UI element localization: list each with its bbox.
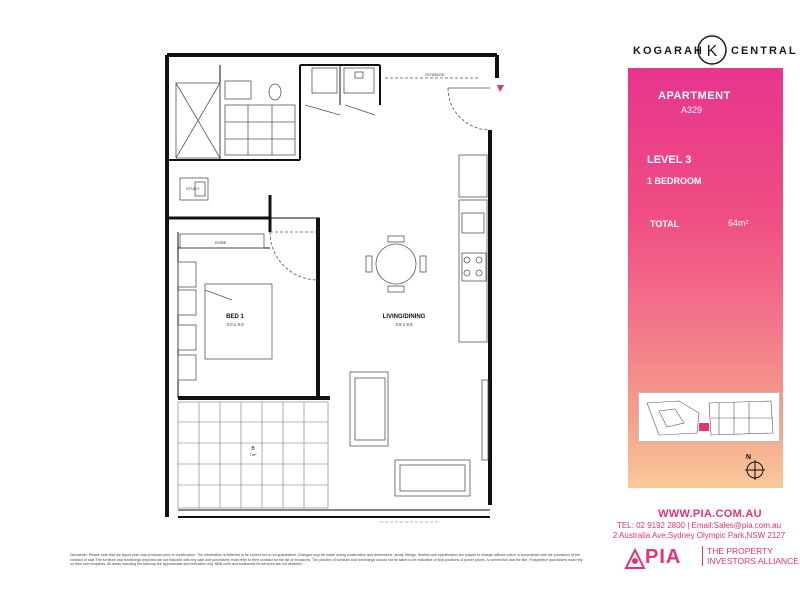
kogarah-logo-icon [696, 34, 728, 66]
north-label: N [746, 454, 752, 461]
brand-left: KOGARAH [633, 45, 704, 57]
building-keyplan [638, 392, 780, 442]
balcony-label: B [251, 446, 255, 452]
north-arrow-icon [742, 452, 766, 482]
kitchen [459, 155, 487, 342]
website-link[interactable]: WWW.PIA.COM.AU [658, 508, 762, 520]
address-line: 2 Australia Ave,Sydney Olympic Park,NSW 2127 [612, 531, 786, 540]
robe-label: ROBE [215, 240, 227, 245]
dining-set [366, 236, 426, 292]
pia-tagline [702, 546, 799, 566]
apartment-number: A329 [681, 105, 703, 115]
entry [385, 78, 490, 130]
tv-unit [395, 380, 488, 496]
bathroom [176, 81, 295, 158]
brand-right: CENTRAL [731, 45, 798, 57]
bed1-size: 3.0 x 3.0 [226, 322, 244, 327]
level-label: LEVEL 3 [647, 154, 692, 166]
pia-wordmark: PIA [645, 546, 682, 568]
bed-door [270, 232, 318, 280]
contact-line: TEL: 02 9192 2800 | Email:Sales@pia.com.au [616, 521, 782, 530]
bed1-label: BED 1 [226, 314, 244, 320]
apartment-title: APARTMENT [658, 90, 731, 102]
bed [178, 262, 272, 380]
total-area: 64m² [728, 218, 749, 228]
bedroom-count: 1 BEDROOM [647, 176, 702, 186]
sofa [350, 372, 388, 446]
total-label: TOTAL [650, 219, 680, 229]
storage-label: STORAGE [425, 72, 445, 77]
balcony-size: 7m² [249, 452, 257, 457]
pia-tagline-2: INVESTORS ALLIANCE [707, 556, 799, 566]
walls [167, 55, 497, 517]
living-size: 3.6 x 8.6 [395, 322, 413, 327]
entry-marker [497, 85, 504, 92]
logo-letter: K [706, 43, 718, 60]
living-label: LIVING/DINING [382, 314, 426, 320]
disclaimer-text: Disclaimer: Please note that the layout plan was produced prior to construction. The information is believed to be correct but is not guaranteed. Changes may be made during construction and dimensions, areas, fittings, finishes and specification are subject to change without notice in accordance with the provisions of the contract of sale.The furniture and furnishings depicted are not included with any sale and purchasers must refer to their contract for the list of inclusions. The position of furniture and furnishings should not be taken to be indicative of final positions of power points, tv connection and the like. Prospective purchasers must rely on their own enquiries. All areas including the balcony are approximate and indicative only. NBN units and bulkheads for services are not depicted. [70, 553, 583, 567]
pia-tagline-1: THE PROPERTY [707, 546, 773, 556]
study-label: STUDY [186, 186, 200, 191]
